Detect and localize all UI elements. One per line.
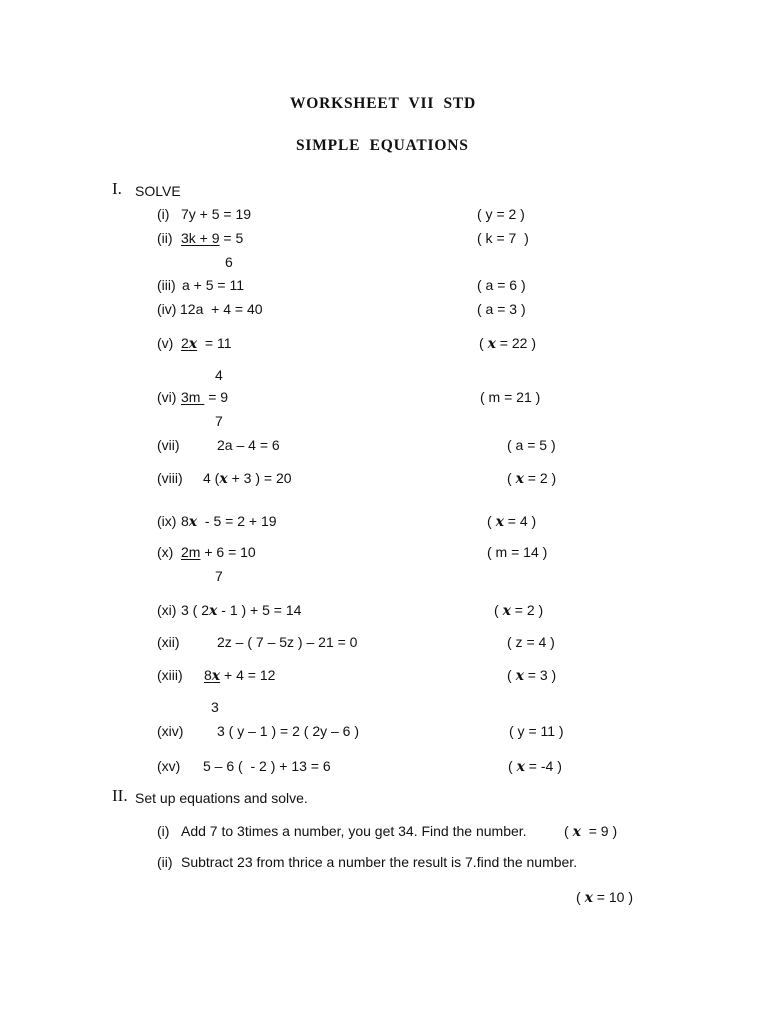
answer: ( y = 2 )	[477, 206, 525, 222]
question-number: (i)	[157, 823, 170, 839]
answer	[494, 601, 543, 620]
answer-open: (	[507, 667, 516, 683]
answer-open: (	[564, 823, 573, 839]
answer-value: = 3 )	[523, 667, 557, 683]
equation	[203, 469, 292, 488]
fraction-numerator: 3k + 9	[181, 230, 220, 246]
answer: ( m = 21 )	[480, 389, 541, 405]
question-number: (v)	[157, 335, 178, 351]
answer	[507, 469, 556, 488]
variable-x: x	[515, 471, 524, 487]
coefficient: 2	[181, 335, 189, 351]
answer-value: = 4 )	[503, 513, 537, 529]
answer-open: (	[576, 889, 585, 905]
section-2-heading: Set up equations and solve.	[135, 790, 308, 806]
equation-rest: + 3 ) = 20	[227, 470, 292, 486]
fraction-denominator: 7	[215, 413, 223, 429]
fraction-denominator: 6	[225, 254, 233, 270]
answer-open: (	[479, 335, 488, 351]
answer	[487, 512, 536, 531]
answer: ( a = 5 )	[507, 437, 556, 453]
answer	[479, 334, 536, 353]
answer-value: = 10 )	[592, 889, 634, 905]
equation-start: 3 ( 2	[181, 602, 210, 618]
question-number: (iv)	[157, 301, 177, 317]
equation	[181, 388, 228, 406]
equation: 7y + 5 = 19	[181, 206, 252, 222]
variable-x: x	[515, 668, 524, 684]
variable-x: x	[188, 336, 198, 352]
fraction-numerator	[204, 667, 220, 683]
variable-x: x	[188, 514, 198, 530]
answer-value: = 2 )	[510, 602, 544, 618]
variable-x: x	[572, 824, 581, 840]
answer: ( a = 6 )	[477, 277, 526, 293]
question-number: (x)	[157, 544, 178, 560]
question-number: (i)	[157, 206, 178, 222]
answer-value: = 9 )	[580, 823, 618, 839]
equation: a + 5 = 11	[182, 277, 245, 293]
question-number: (ii)	[157, 854, 173, 870]
variable-x: x	[495, 514, 504, 530]
answer: ( a = 3 )	[477, 301, 526, 317]
answer-open: (	[507, 470, 516, 486]
question-number: (ix)	[157, 513, 177, 529]
fraction-denominator: 3	[211, 699, 219, 715]
variable-x: x	[502, 603, 511, 619]
worksheet-subtitle: SIMPLE EQUATIONS	[296, 137, 469, 154]
equation: 3 ( y – 1 ) = 2 ( 2y – 6 )	[217, 723, 360, 739]
equation	[181, 543, 256, 561]
variable-x: x	[584, 890, 593, 906]
variable-x: x	[516, 759, 525, 775]
question-number: (iii)	[157, 277, 176, 293]
word-problem: Subtract 23 from thrice a number the result is 7.find the number.	[181, 854, 578, 870]
equation: 12a + 4 = 40	[180, 301, 263, 317]
question-number: (xii)	[157, 634, 180, 650]
equation-rest: = 11	[197, 335, 232, 351]
answer: ( z = 4 )	[507, 634, 555, 650]
question-number: (vii)	[157, 437, 180, 453]
answer-open: (	[494, 602, 503, 618]
equation	[181, 601, 301, 620]
equation-rest: - 5 = 2 + 19	[197, 513, 277, 529]
equation-rest: - 1 ) + 5 = 14	[217, 602, 302, 618]
answer-open: (	[508, 758, 517, 774]
equation: 2z – ( 7 – 5z ) – 21 = 0	[217, 634, 358, 650]
equation: 2a – 4 = 6	[217, 437, 280, 453]
question-number: (xiii)	[157, 667, 183, 683]
question-number: (ii)	[157, 230, 177, 246]
equation-rest: + 6 = 10	[200, 544, 256, 560]
variable-x: x	[487, 336, 496, 352]
answer-open: (	[487, 513, 496, 529]
answer	[508, 757, 562, 776]
fraction-denominator: 7	[215, 568, 223, 584]
answer-value: = -4 )	[524, 758, 562, 774]
equation	[181, 229, 243, 247]
section-1-numeral: I.	[112, 179, 122, 198]
answer	[564, 822, 617, 841]
variable-x: x	[219, 471, 228, 487]
question-number: (xiv)	[157, 723, 184, 739]
answer: ( m = 14 )	[487, 544, 548, 560]
question-number: (xv)	[157, 758, 181, 774]
section-2-numeral: II.	[112, 786, 128, 805]
equation-start: 8	[181, 513, 189, 529]
equation	[181, 512, 277, 531]
equation-rest: = 5	[219, 230, 244, 246]
question-number: (vi)	[157, 389, 177, 405]
answer	[576, 888, 633, 907]
coefficient: 8	[204, 667, 212, 683]
fraction-numerator	[181, 335, 197, 351]
equation-rest: = 9	[204, 389, 229, 405]
equation-start: 4 (	[203, 470, 220, 486]
answer	[507, 666, 556, 685]
answer: ( y = 11 )	[509, 723, 564, 739]
fraction-denominator: 4	[215, 367, 223, 383]
variable-x: x	[209, 603, 218, 619]
answer: ( k = 7 )	[477, 230, 529, 246]
equation: 5 – 6 ( - 2 ) + 13 = 6	[203, 758, 331, 774]
section-1-heading: SOLVE	[135, 183, 181, 199]
fraction-numerator: 3m	[181, 389, 205, 405]
question-number: (viii)	[157, 470, 183, 486]
answer-value: = 2 )	[523, 470, 557, 486]
variable-x: x	[211, 668, 221, 684]
equation-rest: + 4 = 12	[220, 667, 276, 683]
equation	[181, 334, 232, 353]
worksheet-title: WORKSHEET VII STD	[290, 95, 477, 112]
answer-value: = 22 )	[495, 335, 537, 351]
equation	[204, 666, 275, 685]
word-problem: Add 7 to 3times a number, you get 34. Find the number.	[181, 823, 527, 839]
fraction-numerator: 2m	[181, 544, 201, 560]
question-number: (xi)	[157, 602, 177, 618]
